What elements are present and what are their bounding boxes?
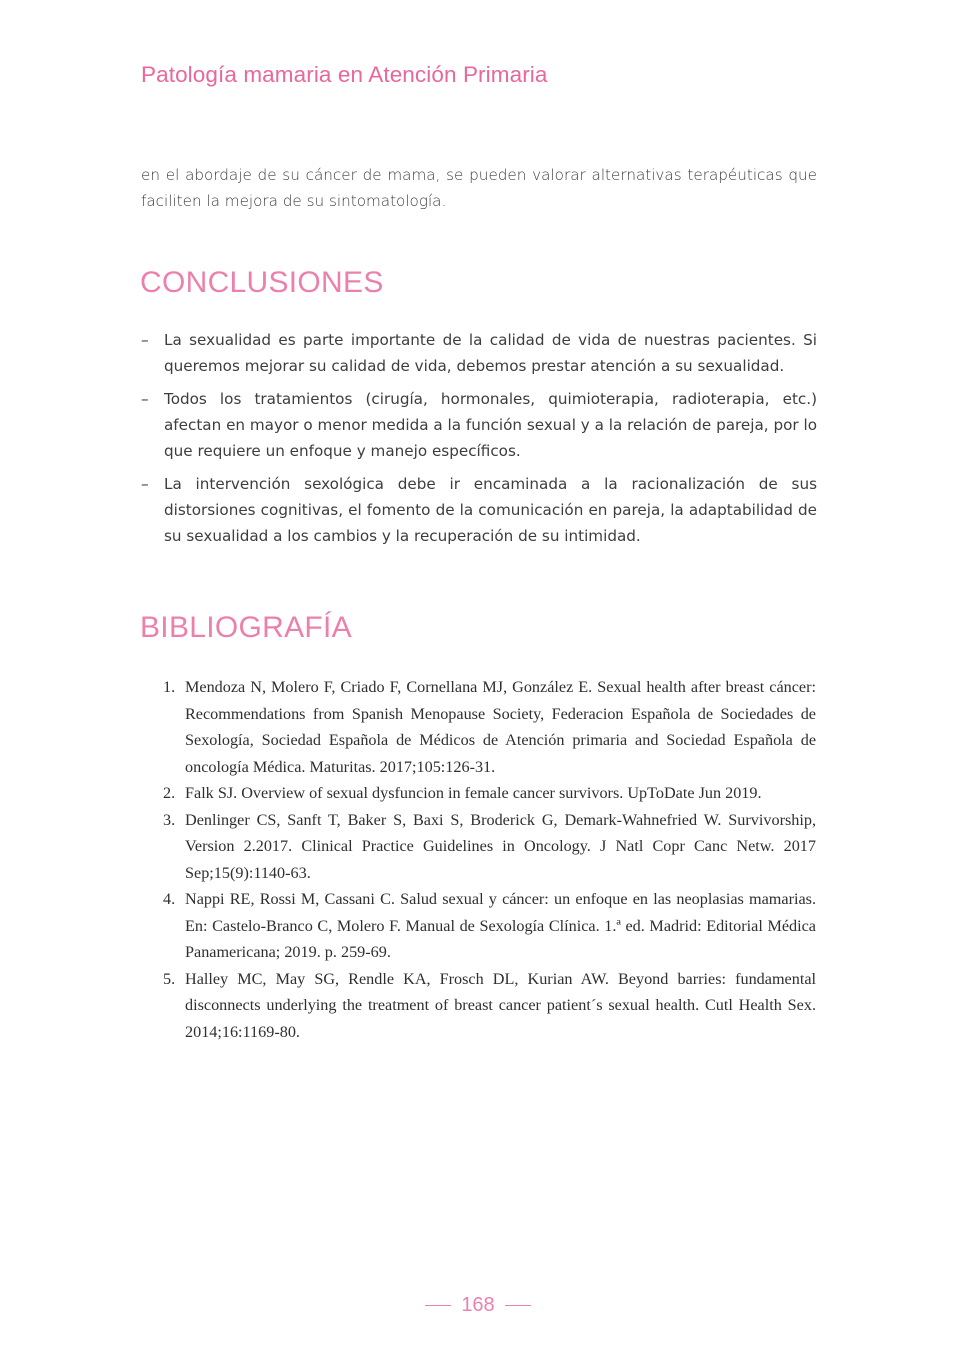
reference-number: 4.: [163, 890, 176, 908]
conclusion-text: La intervención sexológica debe ir encaminada a la racionalización de sus distorsiones cognitivas, el fomento de la comunicación en pareja, la adaptabilidad de su sexualidad a los cambios y la recuperación de su intimidad.: [164, 475, 817, 545]
reference-number: 1.: [163, 678, 176, 696]
reference-text: Falk SJ. Overview of sexual dysfuncion in female cancer survivors. UpToDate Jun 2019.: [185, 784, 762, 802]
bibliography-heading: BIBLIOGRAFÍA: [140, 611, 352, 644]
reference-text: Mendoza N, Molero F, Criado F, Cornellana MJ, González E. Sexual health after breast cáncer: Recommendations from Spanish Menopause Society, Federacion Española de Sociedades de Sexología, Sociedad Española de Médicos de Atención primaria and Sociedad Española de oncología Médica. Maturitas. 2017;105:126-31.: [185, 678, 816, 776]
reference-item: [163, 966, 816, 1046]
reference-text: Denlinger CS, Sanft T, Baker S, Baxi S, Broderick G, Demark-Wahnefried W. Survivorship, Version 2.2017. Clinical Practice Guidelines in Oncology. J Natl Copr Canc Netw. 2017 Sep;15(9):1140-63.: [185, 810, 816, 882]
references-list: [163, 674, 816, 1045]
intro-paragraph: en el abordaje de su cáncer de mama, se pueden valorar alternativas terapéuticas que faciliten la mejora de su sintomatología.: [141, 166, 817, 210]
conclusion-text: La sexualidad es parte importante de la calidad de vida de nuestras pacientes. Si queremos mejorar su calidad de vida, debemos prestar atención a su sexualidad.: [164, 331, 817, 375]
reference-item: [163, 807, 816, 887]
conclusion-item: [141, 386, 817, 464]
page-footer: [0, 1294, 956, 1317]
reference-item: [163, 886, 816, 966]
reference-number: 2.: [163, 784, 176, 802]
conclusions-heading: CONCLUSIONES: [140, 266, 384, 299]
bullet-dash: –: [141, 331, 149, 349]
page-number: 168: [461, 1294, 495, 1316]
footer-dash-left: [425, 1305, 451, 1307]
reference-item: [163, 780, 816, 807]
conclusions-list: [141, 327, 817, 556]
conclusion-item: [141, 471, 817, 549]
reference-text: Halley MC, May SG, Rendle KA, Frosch DL, Kurian AW. Beyond barries: fundamental disconnects underlying the treatment of breast cancer patient´s sexual health. Cutl Health Sex. 2014;16:1169-80.: [185, 969, 816, 1041]
reference-number: 3.: [163, 810, 176, 829]
footer-dash-right: [505, 1305, 531, 1307]
reference-item: [163, 674, 816, 780]
reference-number: 5.: [163, 969, 176, 988]
running-header: Patología mamaria en Atención Primaria: [141, 62, 548, 87]
bullet-dash: –: [141, 475, 149, 493]
reference-text: Nappi RE, Rossi M, Cassani C. Salud sexual y cáncer: un enfoque en las neoplasias mamarias. En: Castelo-Branco C, Molero F. Manual de Sexología Clínica. 1.ª ed. Madrid: Editorial Médica Panamericana; 2019. p. 259-69.: [185, 890, 816, 961]
conclusion-item: [141, 327, 817, 379]
conclusion-text: Todos los tratamientos (cirugía, hormonales, quimioterapia, radioterapia, etc.) afectan en mayor o menor medida a la función sexual y a la relación de pareja, por lo que requiere un enfoque y manejo específicos.: [164, 390, 817, 460]
bullet-dash: –: [141, 390, 149, 408]
